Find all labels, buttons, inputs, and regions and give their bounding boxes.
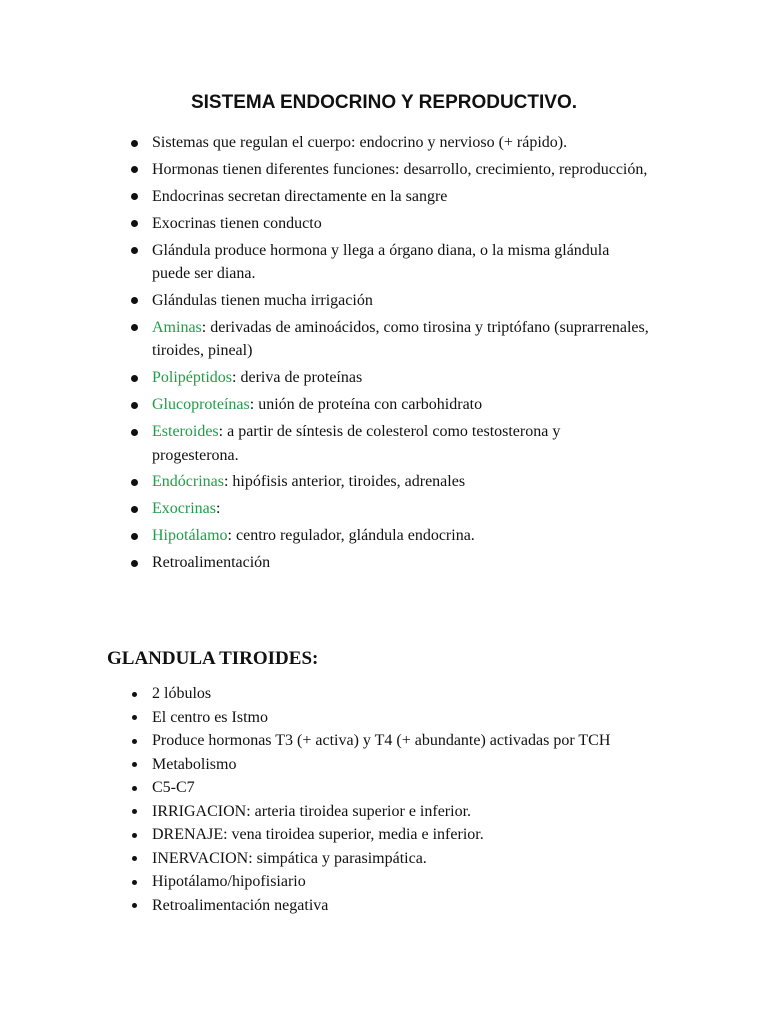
list-item: Metabolismo <box>130 753 650 777</box>
list-item: 2 lóbulos <box>130 682 650 706</box>
list-item <box>130 316 650 363</box>
list-item: Retroalimentación negativa <box>130 894 650 918</box>
section-heading-thyroid: GLANDULA TIROIDES: <box>107 648 319 669</box>
list-item: Produce hormonas T3 (+ activa) y T4 (+ abundante) activadas por TCH <box>130 729 650 753</box>
list-item <box>130 524 650 548</box>
list-item <box>130 551 650 575</box>
item-text: Hormonas tienen diferentes funciones: desarrollo, crecimiento, reproducción, <box>152 160 648 178</box>
page-title: SISTEMA ENDOCRINO Y REPRODUCTIVO. <box>190 92 578 113</box>
item-text: Glándula produce hormona y llega a órgano diana, o la misma glándula puede ser diana. <box>152 241 610 283</box>
item-term: Exocrinas <box>152 500 216 518</box>
list-item <box>130 131 650 155</box>
list-item <box>130 393 650 417</box>
item-term: Endócrinas <box>152 473 224 491</box>
item-text: : <box>215 500 221 518</box>
list-item <box>130 470 650 494</box>
item-term: Glucoproteínas <box>152 396 250 414</box>
item-text: Exocrinas tienen conducto <box>152 214 322 232</box>
item-text: : unión de proteína con carbohidrato <box>249 396 483 414</box>
list-item <box>130 158 650 182</box>
item-term: Hipotálamo <box>152 527 228 545</box>
list-item: IRRIGACION: arteria tiroidea superior e inferior. <box>130 800 650 824</box>
item-text: Endocrinas secretan directamente en la sangre <box>152 187 448 205</box>
list-item <box>130 366 650 390</box>
list-item <box>130 185 650 209</box>
item-text: : centro regulador, glándula endocrina. <box>227 527 475 545</box>
list-item: El centro es Istmo <box>130 706 650 730</box>
list-item: DRENAJE: vena tiroidea superior, media e inferior. <box>130 823 650 847</box>
item-text: : deriva de proteínas <box>232 369 363 387</box>
list-item <box>130 289 650 313</box>
item-text: : hipófisis anterior, tiroides, adrenales <box>223 473 466 491</box>
item-text: Glándulas tienen mucha irrigación <box>152 291 373 309</box>
list-item <box>130 497 650 521</box>
item-text: Sistemas que regulan el cuerpo: endocrino y nervioso (+ rápido). <box>152 134 568 151</box>
item-term: Aminas <box>152 318 202 336</box>
item-text: Retroalimentación <box>152 554 271 572</box>
list-item: INERVACION: simpática y parasimpática. <box>130 847 650 871</box>
list-item: C5-C7 <box>130 776 650 800</box>
list-item <box>130 212 650 236</box>
list-item: Hipotálamo/hipofisiario <box>130 870 650 894</box>
item-term: Esteroides <box>152 423 219 441</box>
item-text: : derivadas de aminoácidos, como tirosina y triptófano (suprarrenales, tiroides, pineal) <box>152 318 649 360</box>
thyroid-bullet-list <box>130 682 650 917</box>
list-item <box>130 239 650 286</box>
item-text: : a partir de síntesis de colesterol como testosterona y progesterona. <box>152 423 561 464</box>
endocrine-bullet-list <box>130 131 650 578</box>
list-item <box>130 420 650 467</box>
item-term: Polipéptidos <box>152 369 233 387</box>
